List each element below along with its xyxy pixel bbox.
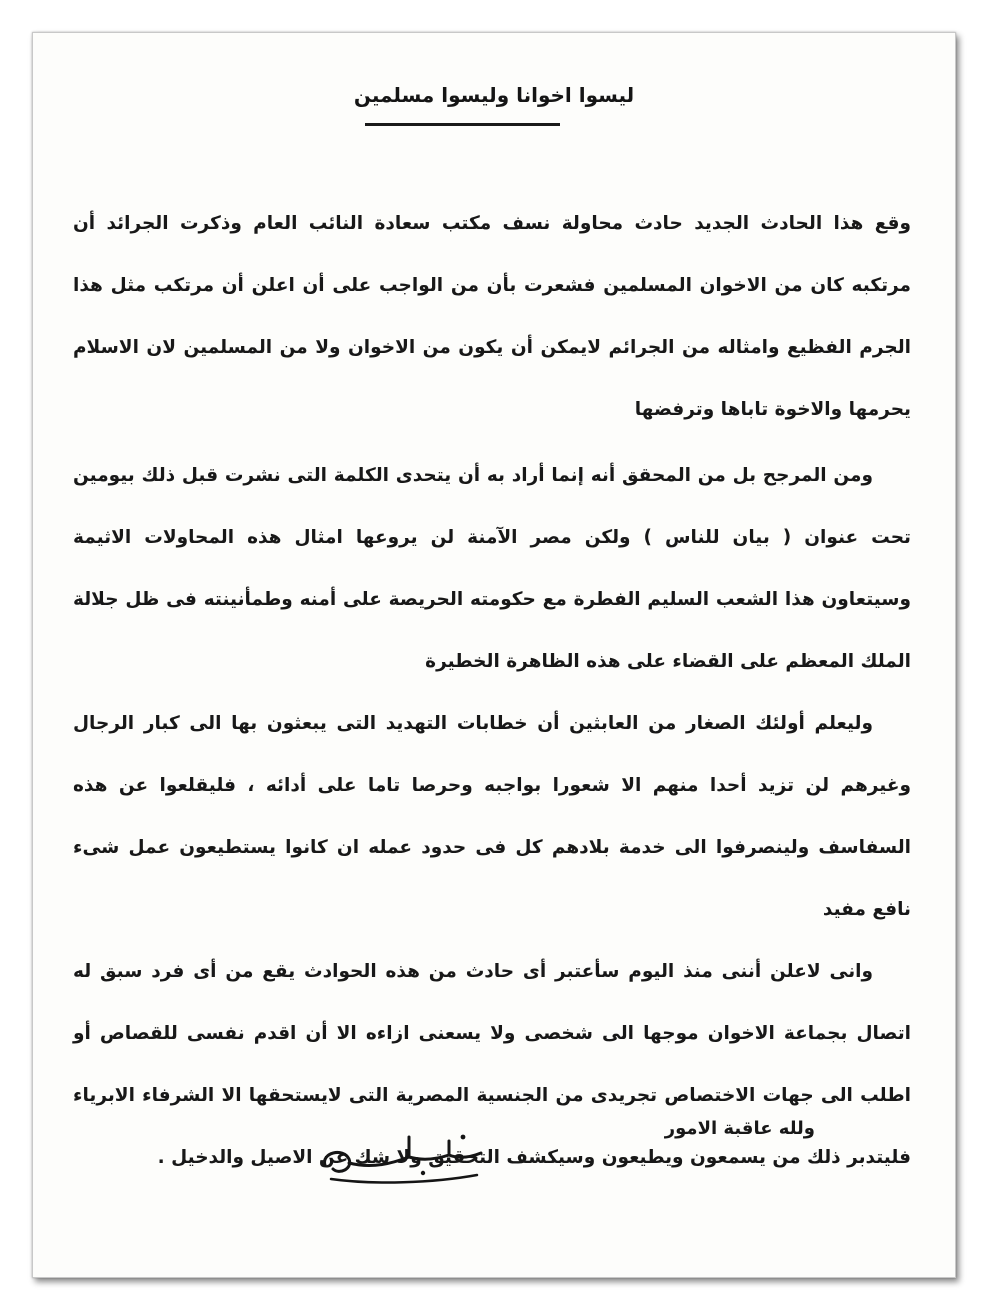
document-body xyxy=(73,193,911,1189)
paragraph-4: وانى لاعلن أننى منذ اليوم سأعتبر أى حادث من هذه الحوادث يقع من أى فرد سبق له اتصال بجماعة الاخوان موجها الى شخصى ولا يسعنى ازاءه الا أن اقدم نفسى للقصاص أو اطلب الى جهات الاختصاص تجريدى من الجنسية المصرية التى لايستحقها الا الشرفاء الابرياء فليتدبر ذلك من يسمعون ويطيعون وسيكشف التحقيق ولا شك عن الاصيل والدخيل . xyxy=(73,961,911,1168)
title-underline xyxy=(365,123,560,126)
closing-line: ولله عاقبة الامور xyxy=(664,1118,815,1139)
document-page xyxy=(32,32,956,1278)
paragraph-3: وليعلم أولئك الصغار من العابثين أن خطابات التهديد التى يبعثون بها الى كبار الرجال وغيرهم لن تزيد أحدا منهم الا شعورا بواجبه وحرصا تاما على أدائه ، فليقلعوا عن هذه السفاسف ولينصرفوا الى خدمة بلادهم كل فى حدود عمله ان كانوا يستطيعون عمل شىء نافع مفيد xyxy=(73,713,911,920)
paragraph-1: وقع هذا الحادث الجديد حادث محاولة نسف مكتب سعادة النائب العام وذكرت الجرائد أن مرتكبه كان من الاخوان المسلمين فشعرت بأن من الواجب على أن اعلن أن مرتكب مثل هذا الجرم الفظيع وامثاله من الجرائم لايمكن أن يكون من الاخوان ولا من المسلمين لان الاسلام يحرمها والاخوة تاباها وترفضها xyxy=(73,213,911,420)
handwritten-signature xyxy=(313,1123,493,1193)
document-title: ليسوا اخوانا وليسوا مسلمين xyxy=(353,83,635,107)
paragraph-2: ومن المرجح بل من المحقق أنه إنما أراد به أن يتحدى الكلمة التى نشرت قبل ذلك بيومين تحت عنوان ( بيان للناس ) ولكن مصر الآمنة لن يروعها امثال هذه المحاولات الاثيمة وسيتعاون هذا الشعب السليم الفطرة مع حكومته الحريصة على أمنه وطمأنينته فى ظل جلالة الملك المعظم على القضاء على هذه الظاهرة الخطيرة xyxy=(73,465,911,672)
